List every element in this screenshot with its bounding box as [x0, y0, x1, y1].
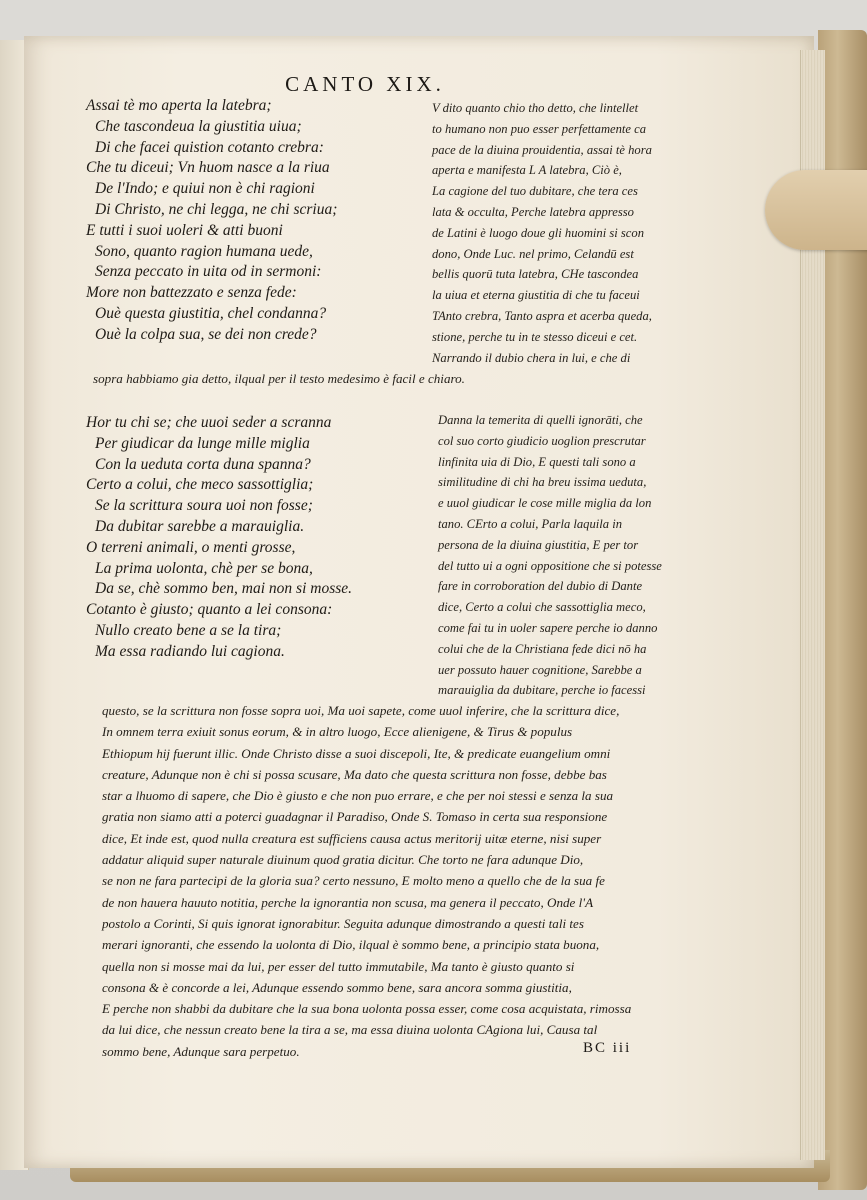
verse-line: Ouè questa giustitia, chel condanna?	[95, 304, 327, 322]
commentary-line: gratia non siamo atti a poterci guadagnar il Paradiso, Onde S. Tomaso in certa sua responsione	[102, 809, 608, 825]
commentary-line: aperta e manifesta L A latebra, Ciò è,	[432, 163, 622, 178]
commentary-line: Narrando il dubio chera in lui, e che di	[432, 350, 631, 365]
commentary-line: Danna la temerita di quelli ignorāti, che	[438, 413, 643, 427]
verse-line: Da dubitar sarebbe a marauiglia.	[95, 517, 305, 535]
commentary-line: creature, Adunque non è chi si possa scusare, Ma dato che questa scrittura non fosse, debbe bas	[102, 766, 607, 782]
verse-line: Cotanto è giusto; quanto a lei consona:	[86, 601, 333, 619]
verse-line: Ma essa radiando lui cagiona.	[95, 642, 285, 660]
commentary-line: questo, se la scrittura non fosse sopra uoi, Ma uoi sapete, come uuol inferire, che la scrittura dice,	[102, 703, 620, 718]
commentary-line: stione, perche tu in te stesso diceui e cet.	[432, 329, 638, 344]
verse-line: Di che facei quistion cotanto crebra:	[95, 138, 324, 156]
commentary-line: sommo bene, Adunque sara perpetuo.	[102, 1043, 300, 1059]
commentary-tail-1: sopra habbiamo gia detto, ilqual per il testo medesimo è facil e chiaro.	[93, 371, 465, 386]
verse-line: Ouè la colpa sua, se dei non crede?	[95, 325, 317, 343]
commentary-line: da lui dice, che nessun creato bene la tira a se, ma essa diuina uolonta CAgiona lui, Causa tal	[102, 1022, 598, 1038]
verse-line: Certo a colui, che meco sassottiglia;	[86, 476, 314, 494]
commentary-block-2	[438, 410, 662, 701]
verse-block-1	[86, 96, 337, 346]
commentary-line: de Latini è luogo doue gli huomini si scon	[432, 225, 644, 240]
verse-line: Nullo creato bene a se la tira;	[95, 621, 282, 639]
commentary-line: dice, Et inde est, quod nulla creatura est sufficiens causa actus meritorij uitæ eterne, nisi super	[102, 830, 602, 846]
commentary-line: de non hauera hauuto notitia, perche la ignorantia non scusa, ma genera il peccato, Onde l'A	[102, 894, 594, 910]
verse-line: Se la scrittura soura uoi non fosse;	[95, 497, 313, 515]
commentary-line: pace de la diuina prouidentia, assai tè hora	[432, 142, 652, 157]
verse-line: More non battezzato e senza fede:	[86, 284, 297, 302]
verse-line: Che tascondeua la giustitia uiua;	[95, 117, 302, 135]
commentary-line: la uiua et eterna giustitia di che tu faceui	[432, 288, 640, 303]
signature-mark: BC iii	[583, 1040, 632, 1056]
verse-line: De l'Indo; e quiui non è chi ragioni	[95, 180, 315, 198]
commentary-line: bellis quorū tuta latebra, CHe tascondea	[432, 267, 639, 282]
verse-line: Con la ueduta corta duna spanna?	[95, 455, 311, 473]
commentary-line: In omnem terra exiuit sonus eorum, & in altro luogo, Ecce alienigene, & Tirus & populus	[102, 724, 573, 740]
commentary-line: se non ne fara partecipi de la gloria sua? certo nessuno, E molto meno a quello che de la sua fe	[102, 873, 605, 889]
commentary-line: dono, Onde Luc. nel primo, Celandū est	[432, 246, 634, 261]
commentary-line: uer possuto hauer cognitione, Sarebbe a	[438, 662, 642, 677]
verse-line: Hor tu chi se; che uuoi seder a scranna	[86, 414, 332, 431]
paper-bookmark	[765, 170, 867, 250]
verse-line: Di Christo, ne chi legga, ne chi scriua;	[95, 200, 338, 218]
verse-line: La prima uolonta, chè per se bona,	[95, 559, 313, 577]
commentary-line: TAnto crebra, Tanto aspra et acerba queda,	[432, 308, 652, 323]
verse-line: O terreni animali, o menti grosse,	[86, 538, 296, 556]
commentary-line: consona & è concorde a lei, Adunque essendo sommo bene, sara ancora somma giustitia,	[102, 979, 572, 995]
verse-line: Assai tè mo aperta la latebra;	[86, 97, 272, 114]
commentary-line: Ethiopum hij fuerunt illic. Onde Christo disse a suoi discepoli, Ite, & predicate euangelium omni	[102, 745, 611, 761]
commentary-line: fare in corroboration del dubio di Dante	[438, 579, 643, 594]
commentary-line: V dito quanto chio tho detto, che lintellet	[432, 101, 639, 115]
commentary-block-1	[432, 98, 652, 368]
commentary-line: col suo corto giudicio uoglion prescrutar	[438, 433, 646, 448]
commentary-line: colui che de la Christiana fede dici nō ha	[438, 641, 647, 656]
commentary-tail-2	[102, 700, 631, 1062]
verse-line: Da se, chè sommo ben, mai non si mosse.	[95, 580, 353, 598]
commentary-line: addatur aliquid super naturale diuinum quod gratia dicitur. Che torto ne fara adunque Dio,	[102, 852, 584, 868]
verse-line: Per giudicar da lunge mille miglia	[95, 434, 310, 452]
commentary-line: tano. CErto a colui, Parla laquila in	[438, 516, 623, 531]
commentary-line: similitudine di chi ha breu issima ueduta,	[438, 475, 647, 490]
commentary-line: e uuol giudicar le cose mille miglia da lon	[438, 496, 652, 511]
commentary-line: lata & occulta, Perche latebra appresso	[432, 204, 634, 219]
verse-line: Che tu diceui; Vn huom nasce a la riua	[86, 159, 330, 177]
commentary-line: del tutto ui a ogni oppositione che si potesse	[438, 558, 662, 573]
commentary-line: merari ignoranti, che essendo la uolonta di Dio, ilqual è sommo bene, a principio stata buona,	[102, 937, 600, 953]
verse-block-2	[86, 413, 352, 663]
commentary-line: persona de la diuina giustitia, E per tor	[438, 537, 639, 552]
commentary-line: linfinita uia di Dio, E questi tali sono a	[438, 454, 636, 469]
commentary-line: La cagione del tuo dubitare, che tera ces	[432, 184, 638, 199]
commentary-line: come fai tu in uoler sapere perche io danno	[438, 620, 658, 635]
commentary-line: quella non si mosse mai da lui, per esser del tutto immutabile, Ma tanto è giusto quanto si	[102, 958, 575, 974]
commentary-line: star a lhuomo di sapere, che Dio è giusto e che non puo errare, e che per noi stessi e senza la sua	[102, 788, 614, 804]
commentary-line: to humano non puo esser perfettamente ca	[432, 121, 647, 136]
running-head: CANTO XIX.	[285, 72, 445, 96]
commentary-line: E perche non shabbi da dubitare che la sua bona uolonta possa esser, come cosa acquistata, rimossa	[102, 1001, 632, 1017]
commentary-line: postolo a Corinti, Si quis ignorat ignorabitur. Seguita adunque dimostrando a questi tali tes	[102, 915, 584, 931]
verse-line: Senza peccato in uita od in sermoni:	[95, 263, 322, 281]
commentary-line: dice, Certo a colui che sassottiglia meco,	[438, 600, 646, 615]
verse-line: Sono, quanto ragion humana uede,	[95, 242, 313, 260]
verse-line: E tutti i suoi uoleri & atti buoni	[86, 221, 283, 239]
commentary-line: marauiglia da dubitare, perche io facessi	[438, 683, 646, 698]
